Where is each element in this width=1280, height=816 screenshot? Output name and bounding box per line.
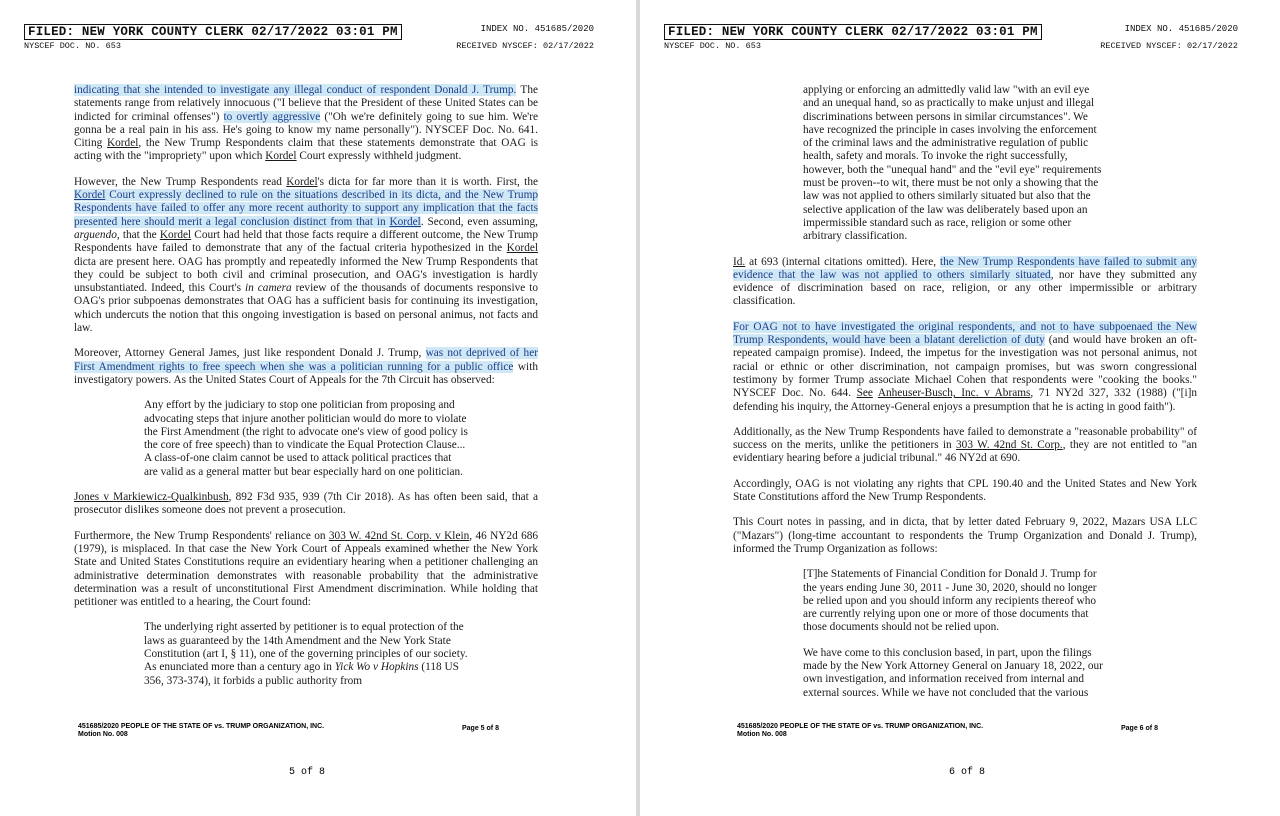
index-number: INDEX NO. 451685/2020: [1124, 24, 1238, 34]
paragraph: However, the New Trump Respondents read Kordel's dicta for far more than it is worth. First, the Kordel Court expressly declined to rule on the situations described in its dicta, and the New Trump Respondents have failed to offer any more recent authority to support any implication that the facts presented here should merit a legal conclusion distinct from that in Kordel. Second, even assuming, arguendo, that the Kordel Court had held that those facts require a different outcome, the New Trump Respondents have failed to demonstrate that any of the factual criteria hypothesized in the Kordel dicta are present here. OAG has promptly and repeatedly informed the New Trump Respondents that they could be subject to both civil and criminal prosecution, and OAG's investigation is hardly unsubstantiated. Indeed, this Court's in camera review of the thousands of documents responsive to OAG's prior subpoenas demonstrates that OAG has a sufficient basis for continuing its investigation, which undercuts the notion that this ongoing investigation is based on personal animus, not facts and law.: [74, 175, 539, 335]
block-quote: Any effort by the judiciary to stop one politician from proposing and advocating steps that injure another politician would do more to violate the First Amendment (the right to advocate one's view of good policy is the core of free speech) than to vindicate the Equal Protection Clause... A class-of-one claim cannot be used to attack political practices that are valid as a general matter but bear especially hard on one politician.: [144, 399, 468, 478]
case-citation: Jones v Markiewicz-Qualkinbush: [74, 491, 229, 504]
case-citation: Kordel: [506, 242, 538, 255]
highlighted-text: indicating that she intended to investigate any illegal conduct of respondent Donald J. Trump.: [74, 84, 517, 96]
block-quote: The underlying right asserted by petitioner is to equal protection of the laws as guaranteed by the 14th Amendment and the New York State Constitution (art I, § 11), one of the governing principles of our society. As enunciated more than a century ago in Yick Wo v Hopkins (118 US 356, 373-374), it forbids a public authority from: [144, 621, 468, 687]
case-citation: Kordel: [265, 150, 297, 163]
page-number: 6 of 8: [948, 767, 985, 778]
footer-page-label: Page 6 of 8: [1121, 725, 1158, 732]
paragraph: indicating that she intended to investigate any illegal conduct of respondent Donald J. Trump. The statements range from relatively innocuous ("I believe that the President of these United States can be indicted for criminal offenses") to overtly aggressive ("Oh we're definitely going to sue him. We're gonna be a real pain in his ass. He's going to know my name personally"). NYSCEF Doc. No. 641. Citing Kordel, the New Trump Respondents claim that these statements demonstrate that OAG is acting with the "impropriety" upon which Kordel Court expressly withheld judgment.: [74, 84, 538, 163]
index-number: INDEX NO. 451685/2020: [480, 24, 594, 34]
filed-stamp: FILED: NEW YORK COUNTY CLERK 02/17/2022 03:01 PM: [664, 24, 1042, 40]
footer-case-caption: 451685/2020 PEOPLE OF THE STATE OF vs. TRUMP ORGANIZATION, INC. Motion No. 008: [78, 723, 325, 738]
highlighted-text: For OAG not to have investigated the original respondents, and not to have subpoenaed the New Trump Respondents, would have been a blatant dereliction of duty: [733, 320, 1197, 347]
case-citation: Kordel: [159, 228, 192, 241]
page-body: [733, 84, 1197, 712]
case-citation: Anheuser-Busch, Inc. v Abrams: [877, 387, 1031, 400]
case-citation: 303 W. 42nd St. Corp.: [956, 439, 1063, 452]
paragraph: For OAG not to have investigated the original respondents, and not to have subpoenaed the New Trump Respondents, would have been a blatant dereliction of duty (and would have broken an oft-repeated campaign promise). Indeed, the impetus for the investigation was not personal animus, not racial or ethnic or other discrimination, not campaign promises, but was sworn congressional testimony by former Trump associate Michael Cohen that respondents were "cooking the books." NYSCEF Doc. No. 644. See Anheuser-Busch, Inc. v Abrams, 71 NY2d 327, 332 (1988) ("[i]n defending his inquiry, the Attorney-General enjoys a presumption that he is acting in good faith").: [733, 320, 1197, 413]
block-quote: We have come to this conclusion based, in part, upon the filings made by the New York Attorney General on January 18, 2022, our own investigation, and information received from internal and external sources. While we have not concluded that the various: [803, 646, 1103, 699]
received-date: RECEIVED NYSCEF: 02/17/2022: [1100, 41, 1238, 51]
highlighted-text: was not deprived of her First Amendment rights to free speech when she was a politician running for a public office: [74, 347, 538, 373]
case-citation: Kordel: [389, 215, 421, 228]
case-citation: Yick Wo v Hopkins: [334, 661, 419, 674]
footer-page-label: Page 5 of 8: [462, 725, 499, 732]
paragraph: Id. at 693 (internal citations omitted). Here, the New Trump Respondents have failed to submit any evidence that the law was not applied to others similarly situated, nor have they submitted any evidence of discrimination based on race, religion, or any other impermissible or arbitrary classification.: [733, 255, 1197, 308]
footer-case-caption: 451685/2020 PEOPLE OF THE STATE OF vs. TRUMP ORGANIZATION, INC. Motion No. 008: [737, 723, 984, 738]
paragraph: Jones v Markiewicz-Qualkinbush, 892 F3d 935, 939 (7th Cir 2018). As has often been said, that a prosecutor dislikes someone does not prevent a prosecution.: [74, 491, 538, 517]
filed-stamp: FILED: NEW YORK COUNTY CLERK 02/17/2022 03:01 PM: [24, 24, 402, 40]
filing-header: [664, 24, 1238, 54]
paragraph: Additionally, as the New Trump Respondents have failed to demonstrate a "reasonable probability" of success on the merits, unlike the petitioners in 303 W. 42nd St. Corp., they are not entitled to "an evidentiary hearing before a judicial tribunal." 46 NY2d at 690.: [733, 425, 1197, 465]
nyscef-doc-number: NYSCEF DOC. NO. 653: [24, 41, 121, 51]
page-number: 5 of 8: [288, 767, 325, 778]
document-page-right: [640, 0, 1280, 816]
paragraph: Moreover, Attorney General James, just like respondent Donald J. Trump, was not deprived of her First Amendment rights to free speech when she was a politician running for a public office with investigatory powers. As the United States Court of Appeals for the 7th Circuit has observed:: [74, 347, 538, 386]
received-date: RECEIVED NYSCEF: 02/17/2022: [456, 41, 594, 51]
paragraph: Furthermore, the New Trump Respondents' reliance on 303 W. 42nd St. Corp. v Klein, 46 NY2d 686 (1979), is misplaced. In that case the New York Court of Appeals examined whether the New York State and United States Constitutions require an evidentiary hearing when a petitioner challenging an administrative determination demonstrates with reasonable probability that the administrative determination was a result of unconstitutional First Amendment discrimination. While holding that petitioner was entitled to a hearing, the Court found:: [74, 529, 539, 609]
highlighted-text: Court expressly declined to rule on the situations described in its dicta, and the New Trump Respondents have failed to offer any more recent authority to support any implication that the facts presented here should merit a legal conclusion distinct from that in: [74, 189, 538, 228]
page-body: [74, 84, 538, 700]
block-quote: [T]he Statements of Financial Condition for Donald J. Trump for the years ending June 30, 2011 - June 30, 2020, should no longer be relied upon and you should inform any recipients thereof who are currently relying upon one or more of those documents that those documents should not be relied upon.: [803, 568, 1097, 634]
block-quote: applying or enforcing an admittedly valid law "with an evil eye and an unequal hand, so as practically to make unjust and illegal discriminations between persons in similar circumstances". We have recognized the principle in cases involving the enforcement of the criminal laws and the administrative regulation of public health, safety and morals. To invoke the right successfully, however, both the "unequal hand" and the "evil eye" requirements must be proven--to wit, there must be not only a showing that the law was not applied to others similarly situated but also that the selective application of the law was deliberately based upon an impermissible standard such as race, religion or some other arbitrary classification.: [803, 84, 1102, 243]
filing-header: [24, 24, 594, 54]
case-citation: Id.: [733, 255, 746, 268]
highlighted-text: to overtly aggressive: [223, 110, 321, 123]
document-page-left: [0, 0, 636, 816]
highlighted-text: the New Trump Respondents have failed to submit any evidence that the law was not applied to others similarly situated: [733, 255, 1197, 281]
case-citation: Kordel: [74, 189, 106, 202]
case-citation: 303 W. 42nd St. Corp. v Klein: [328, 529, 470, 542]
case-citation: Kordel: [106, 137, 139, 150]
case-citation: Kordel: [286, 175, 318, 188]
nyscef-doc-number: NYSCEF DOC. NO. 653: [664, 41, 761, 51]
paragraph: Accordingly, OAG is not violating any rights that CPL 190.40 and the United States and New York State Constitutions afford the New Trump Respondents.: [733, 477, 1197, 504]
paragraph: This Court notes in passing, and in dicta, that by letter dated February 9, 2022, Mazars USA LLC ("Mazars") (long-time accountant to respondents the Trump Organization and Donald J. Trump), informed the Trump Organization as follows:: [733, 516, 1197, 555]
